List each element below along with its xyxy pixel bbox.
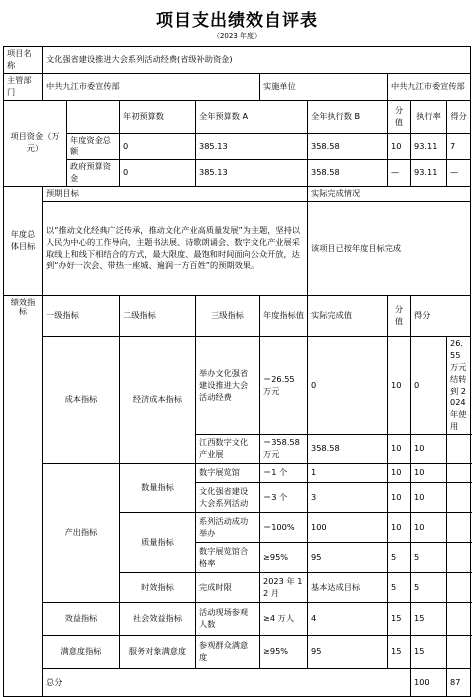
indicator-actual: 358.58: [308, 435, 388, 464]
total-score-value: 100: [411, 669, 447, 697]
funds-blank-cell: [67, 100, 120, 133]
funds-row-label: 年度资金总额: [67, 133, 120, 160]
subgroup-social: 社会效益指标: [120, 603, 196, 636]
indicator-actual: 0: [308, 337, 388, 435]
header-score-value: 分值: [388, 296, 411, 337]
subgroup-quality: 质量指标: [120, 513, 196, 573]
indicator-target: ＝358.58 万元: [260, 435, 308, 464]
subgroup-economic-cost: 经济成本指标: [120, 337, 196, 464]
indicator-reason: [447, 513, 471, 543]
funds-col-executed: 全年执行数 B: [308, 100, 388, 133]
funds-col-annual: 全年预算数 A: [196, 100, 308, 133]
funds-annual: 385.13: [196, 133, 308, 160]
indicator-score: 5: [411, 543, 447, 573]
header-level3: 三级指标: [196, 296, 260, 337]
indicator-score-value: 5: [388, 543, 411, 573]
subgroup-service: 服务对象满意度: [120, 636, 196, 669]
indicator-actual: 95: [308, 636, 388, 669]
indicator-score-value: 15: [388, 603, 411, 636]
indicator-score-value: 10: [388, 513, 411, 543]
indicator-row: [4, 464, 471, 483]
actual-completion-label: 实际完成情况: [308, 187, 471, 202]
indicator-target: ≥95%: [260, 636, 308, 669]
indicators-section-label: 绩效指标: [4, 296, 43, 697]
indicator-target: ≥95%: [260, 543, 308, 573]
indicator-actual: 3: [308, 483, 388, 513]
indicator-row: [4, 636, 471, 669]
funds-score: —: [447, 160, 471, 187]
project-name: 文化强省建设推进大会系列活动经费(省级补助资金): [43, 47, 471, 74]
department-value: 中共九江市委宣传部: [43, 73, 260, 100]
indicator-score-value: 10: [388, 435, 411, 464]
indicator-score: 15: [411, 636, 447, 669]
indicator-score-value: 10: [388, 337, 411, 435]
indicator-actual: 100: [308, 513, 388, 543]
group-cost: 成本指标: [43, 337, 120, 464]
funds-score: 7: [447, 133, 471, 160]
page-title: 项目支出绩效自评表: [156, 11, 318, 31]
header-score: 得分: [411, 296, 471, 337]
page-subtitle: （2023 年度）: [212, 32, 262, 40]
indicator-score: 5: [411, 573, 447, 603]
header-actual: 实际完成值: [308, 296, 388, 337]
funds-executed: 358.58: [308, 133, 388, 160]
funds-initial: 0: [120, 160, 196, 187]
indicator-reason: [447, 573, 471, 603]
indicator-reason: [447, 464, 471, 483]
funds-row-label: 政府预算资金: [67, 160, 120, 187]
goals-content-row: [4, 202, 471, 296]
funds-row-total: [4, 133, 471, 160]
indicator-target: ＝1 个: [260, 464, 308, 483]
total-label: 总分: [43, 669, 411, 697]
indicator-score: 10: [411, 513, 447, 543]
funds-header-row: [4, 100, 471, 133]
indicator-actual: 1: [308, 464, 388, 483]
funds-initial: 0: [120, 133, 196, 160]
funds-annual: 385.13: [196, 160, 308, 187]
indicator-actual: 95: [308, 543, 388, 573]
goals-label: 年度总体目标: [4, 187, 43, 296]
indicator-target: 2023 年 12 月: [260, 573, 308, 603]
indicator-score-value: 10: [388, 464, 411, 483]
indicator-reason: [447, 636, 471, 669]
funds-score-value: 10: [388, 133, 411, 160]
department-label: 主管部门: [4, 73, 43, 100]
subgroup-time: 时效指标: [120, 573, 196, 603]
funds-score-value: —: [388, 160, 411, 187]
header-level2: 二级指标: [120, 296, 196, 337]
indicator-name: 参观群众满意度: [196, 636, 260, 669]
header-target: 年度指标值: [260, 296, 308, 337]
evaluation-table: [3, 46, 471, 697]
project-name-label: 项目名称: [4, 47, 43, 74]
total-score: 87: [447, 669, 471, 697]
funds-label: 项目资金（万元）: [4, 100, 67, 187]
indicator-name: 活动现场参观人数: [196, 603, 260, 636]
indicator-reason: [447, 483, 471, 513]
indicator-row: [4, 337, 471, 435]
actual-completion-text: 该项目已按年度目标完成: [308, 202, 471, 296]
funds-row-government: [4, 160, 471, 187]
group-benefit: 效益指标: [43, 603, 120, 636]
funds-rate: 93.11: [411, 160, 447, 187]
indicator-score-value: 5: [388, 573, 411, 603]
indicator-score: 0: [411, 337, 447, 435]
expected-goal-label: 预期目标: [43, 187, 308, 202]
funds-executed: 358.58: [308, 160, 388, 187]
unit-label: 实施单位: [260, 73, 388, 100]
indicator-name: 数字展览馆合格率: [196, 543, 260, 573]
project-name-row: [4, 47, 471, 74]
indicator-score-value: 10: [388, 483, 411, 513]
unit-value: 中共九江市委宣传部: [388, 73, 471, 100]
indicator-target: ＝26.55 万元: [260, 337, 308, 435]
total-row: [4, 669, 471, 697]
indicator-actual: 基本达成目标: [308, 573, 388, 603]
funds-col-score-value: 分值: [388, 100, 411, 133]
indicator-reason: [447, 543, 471, 573]
indicator-name: 举办文化强省建设推进大会活动经费: [196, 337, 260, 435]
funds-rate: 93.11: [411, 133, 447, 160]
header-level1: 一级指标: [43, 296, 120, 337]
funds-col-rate: 执行率: [411, 100, 447, 133]
indicator-score-value: 15: [388, 636, 411, 669]
indicator-target: ≥4 万人: [260, 603, 308, 636]
expected-goal-text: 以“推动文化经典广泛传承，推动文化产业高质量发展”为主题，坚持以人民为中心的工作导向，主题书法展、诗歌朗诵会、数字文化产业展采取线上和线下相结合的方式，最大限度、最饱和时间面向公众开放，达到“办好一次会、带热一座城、遍润一方百姓”的预期效果。: [43, 202, 308, 296]
indicator-score: 15: [411, 603, 447, 636]
indicator-name: 系列活动成功举办: [196, 513, 260, 543]
indicator-reason: [447, 435, 471, 464]
funds-col-score: 得分: [447, 100, 471, 133]
indicator-score: 10: [411, 435, 447, 464]
indicators-header-row: [4, 296, 471, 337]
indicator-target: ＝100%: [260, 513, 308, 543]
subgroup-quantity: 数量指标: [120, 464, 196, 513]
indicator-name: 数字展览馆: [196, 464, 260, 483]
indicator-score: 10: [411, 483, 447, 513]
indicator-reason: [447, 603, 471, 636]
indicator-reason: 26.55 万元结转到 2024 年使用: [447, 337, 471, 435]
indicator-row: [4, 603, 471, 636]
group-satisfaction: 满意度指标: [43, 636, 120, 669]
indicator-name: 文化强省建设大会系列活动: [196, 483, 260, 513]
department-row: [4, 73, 471, 100]
indicator-score: 10: [411, 464, 447, 483]
indicator-name: 江西数字文化产业展: [196, 435, 260, 464]
group-output: 产出指标: [43, 464, 120, 603]
indicator-target: ＝3 个: [260, 483, 308, 513]
goals-header-row: [4, 187, 471, 202]
indicator-name: 完成时限: [196, 573, 260, 603]
indicator-actual: 4: [308, 603, 388, 636]
funds-col-initial: 年初预算数: [120, 100, 196, 133]
